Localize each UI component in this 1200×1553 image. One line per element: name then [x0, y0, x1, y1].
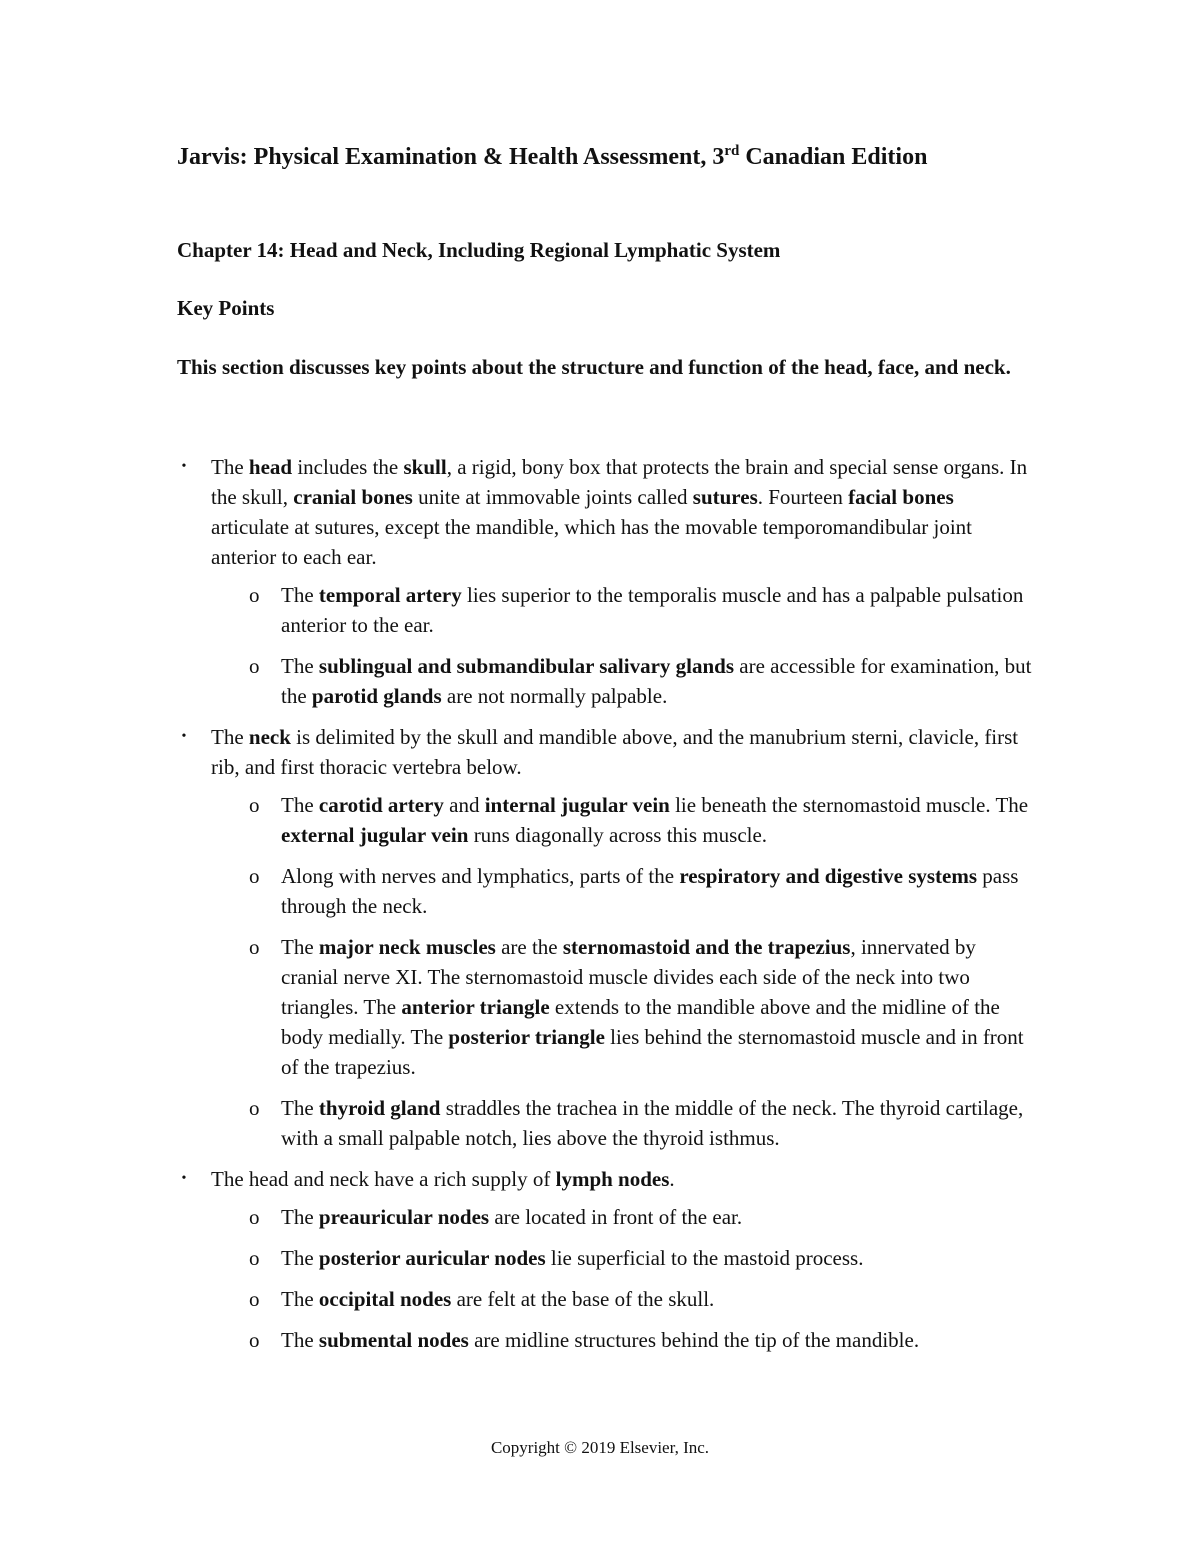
text-run: are felt at the base of the skull.	[451, 1287, 715, 1311]
sub-bullet-item	[211, 861, 1037, 921]
text-run: lies behind the sternomastoid muscle and in front of the trapezius.	[281, 1025, 1024, 1079]
text-run: The	[281, 1205, 319, 1229]
text-run: The	[281, 1328, 319, 1352]
key-term: occipital nodes	[318, 1287, 452, 1311]
key-term: sternomastoid and the trapezius	[562, 935, 851, 959]
key-term: internal jugular vein	[484, 793, 670, 817]
text-run: runs diagonally across this muscle.	[468, 823, 768, 847]
text-run: The	[281, 793, 319, 817]
key-term: preauricular nodes	[318, 1205, 490, 1229]
text-run: The	[281, 583, 319, 607]
sub-bullet-text	[281, 793, 1028, 847]
chapter-heading: Chapter 14: Head and Neck, Including Regional Lymphatic System	[177, 238, 781, 262]
book-title-tail: Canadian Edition	[739, 144, 928, 170]
sub-bullet-marker: o	[249, 654, 260, 678]
text-run: Along with nerves and lymphatics, parts of the	[281, 864, 680, 888]
section-heading: Key Points	[177, 296, 275, 320]
text-run: straddles the trachea in the middle of the neck. The thyroid cartilage, with a small palpable notch, lies above the thyroid isthmus.	[281, 1096, 1024, 1150]
text-run: and	[443, 793, 485, 817]
text-run: . Fourteen	[757, 485, 849, 509]
key-term: posterior auricular nodes	[318, 1246, 546, 1270]
key-term: posterior triangle	[448, 1025, 605, 1049]
sub-bullet-marker: o	[249, 864, 260, 888]
text-run: pass through the neck.	[281, 864, 1019, 918]
text-run: The	[281, 1246, 319, 1270]
sub-bullet-item	[211, 580, 1037, 640]
bullet-marker: •	[181, 1171, 187, 1186]
key-term: head	[248, 455, 293, 479]
sub-list	[211, 1202, 1037, 1355]
sub-bullet-item	[211, 651, 1037, 711]
bullet-text	[211, 725, 1018, 779]
sub-bullet-text	[281, 1096, 1023, 1150]
sub-bullet-text	[281, 935, 1024, 1079]
text-run: The	[281, 935, 319, 959]
text-run: lies superior to the temporalis muscle and has a palpable pulsation anterior to the ear.	[281, 583, 1024, 637]
text-run: The	[281, 1287, 319, 1311]
bullet-item	[177, 1164, 1037, 1355]
sub-bullet-marker: o	[249, 793, 260, 817]
sub-bullet-marker: o	[249, 1287, 260, 1311]
text-run: are midline structures behind the tip of the mandible.	[468, 1328, 920, 1352]
text-run: lie superficial to the mastoid process.	[545, 1246, 864, 1270]
text-run: are the	[495, 935, 563, 959]
key-term: major neck muscles	[318, 935, 496, 959]
sub-bullet-text	[281, 1328, 919, 1352]
key-term: parotid glands	[311, 684, 442, 708]
book-title-superscript: rd	[724, 143, 740, 159]
sub-bullet-text	[281, 1287, 714, 1311]
intro-paragraph: This section discusses key points about the structure and function of the head, face, and neck.	[177, 355, 1011, 379]
sub-bullet-marker: o	[249, 1205, 260, 1229]
key-term: cranial bones	[293, 485, 413, 509]
text-run: The	[211, 725, 249, 749]
text-run: The head and neck have a rich supply of	[211, 1167, 556, 1191]
text-run: .	[669, 1167, 675, 1191]
key-term: skull	[403, 455, 447, 479]
sub-bullet-item	[211, 1243, 1037, 1273]
text-run: , a rigid, bony box that protects the brain and special sense organs. In the skull,	[211, 455, 1028, 509]
sub-bullet-text	[281, 864, 1018, 918]
text-run: are located in front of the ear.	[489, 1205, 743, 1229]
key-points-list	[177, 452, 1037, 1366]
bullet-marker: •	[181, 729, 187, 744]
key-term: lymph nodes	[555, 1167, 670, 1191]
text-run: lie beneath the sternomastoid muscle. The	[669, 793, 1029, 817]
sub-bullet-item	[211, 1093, 1037, 1153]
text-run: extends to the mandible above and the midline of the body medially. The	[281, 995, 1000, 1049]
sub-bullet-marker: o	[249, 1328, 260, 1352]
sub-bullet-text	[281, 1205, 742, 1229]
sub-bullet-item	[211, 790, 1037, 850]
book-title	[177, 142, 1037, 172]
key-term: temporal artery	[318, 583, 462, 607]
text-run: , innervated by cranial nerve XI. The sternomastoid muscle divides each side of the neck into two triangles. The	[281, 935, 976, 1019]
key-term: submental nodes	[318, 1328, 469, 1352]
sub-bullet-text	[281, 583, 1023, 637]
text-run: articulate at sutures, except the mandible, which has the movable temporomandibular joint anterior to each ear.	[211, 515, 973, 569]
sub-bullet-marker: o	[249, 1096, 260, 1120]
sub-bullet-text	[281, 654, 1031, 708]
text-run: The	[211, 455, 249, 479]
text-run: is delimited by the skull and mandible above, and the manubrium sterni, clavicle, first rib, and first thoracic vertebra below.	[211, 725, 1019, 779]
sub-bullet-item	[211, 1284, 1037, 1314]
bullet-item	[177, 452, 1037, 711]
text-run: The	[281, 654, 319, 678]
bullet-item	[177, 722, 1037, 1153]
key-term: facial bones	[848, 485, 954, 509]
sub-bullet-text	[281, 1246, 863, 1270]
sub-bullet-marker: o	[249, 1246, 260, 1270]
text-run: are not normally palpable.	[441, 684, 668, 708]
text-run: includes the	[292, 455, 404, 479]
key-term: respiratory and digestive systems	[679, 864, 978, 888]
copyright-footer: Copyright © 2019 Elsevier, Inc.	[490, 1438, 710, 1457]
key-term: thyroid gland	[318, 1096, 441, 1120]
key-term: neck	[248, 725, 291, 749]
sub-bullet-item	[211, 932, 1037, 1082]
text-run: are accessible for examination, but the	[281, 654, 1032, 708]
key-term: carotid artery	[318, 793, 444, 817]
sub-bullet-marker: o	[249, 935, 260, 959]
bullet-text	[211, 455, 1027, 569]
bullet-marker: •	[181, 459, 187, 474]
book-title-main: Jarvis: Physical Examination & Health Assessment, 3	[177, 144, 725, 170]
key-term: sublingual and submandibular salivary glands	[318, 654, 735, 678]
sub-bullet-item	[211, 1325, 1037, 1355]
sub-list	[211, 580, 1037, 711]
text-run: The	[281, 1096, 319, 1120]
key-term: external jugular vein	[281, 823, 469, 847]
bullet-text	[211, 1167, 675, 1191]
sub-list	[211, 790, 1037, 1153]
text-run: unite at immovable joints called	[412, 485, 693, 509]
sub-bullet-item	[211, 1202, 1037, 1232]
key-term: sutures	[692, 485, 758, 509]
key-term: anterior triangle	[401, 995, 550, 1019]
sub-bullet-marker: o	[249, 583, 260, 607]
